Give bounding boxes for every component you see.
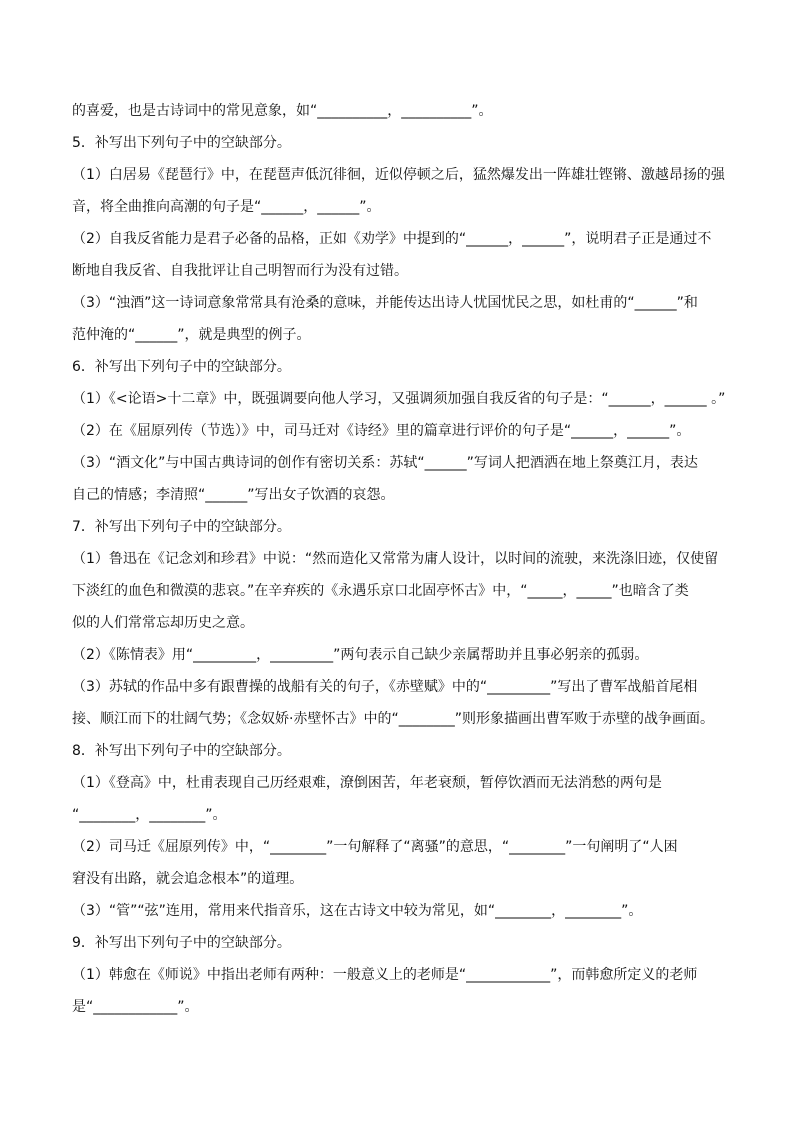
question-5-heading: 5．补写出下列句子中的空缺部分。: [72, 135, 291, 151]
question-9-heading: 9．补写出下列句子中的空缺部分。: [72, 935, 291, 951]
q8-item-1-line-2: “________，________”。: [72, 807, 227, 823]
q7-item-2: （2）《陈情表》用“_________，_________”两句表示自己缺少亲属帮助并且事必躬亲的孤弱。: [72, 647, 649, 663]
question-6-heading: 6．补写出下列句子中的空缺部分。: [72, 359, 291, 375]
q5-item-2-line-1: （2）自我反省能力是君子必备的品格，正如《劝学》中提到的“______，______”，说明君子正是通过不: [72, 231, 712, 247]
question-8-heading: 8．补写出下列句子中的空缺部分。: [72, 743, 291, 759]
q8-item-2-line-1: （2）司马迁《屈原列传》中，“________”一句解释了“离骚”的意思，“________”一句阐明了“人困: [72, 839, 678, 855]
q6-item-1: （1）《<论语>十二章》中，既强调要向他人学习，又强调须加强自我反省的句子是：“______，______ 。”: [72, 391, 726, 407]
q9-item-1-line-1: （1）韩愈在《师说》中指出老师有两种：一般意义上的老师是“____________”，而韩愈所定义的老师: [72, 967, 698, 983]
q8-item-3: （3）“管”“弦”连用，常用来代指音乐，这在古诗文中较为常见，如“________，________”。: [72, 903, 643, 919]
question-7-heading: 7．补写出下列句子中的空缺部分。: [72, 519, 291, 535]
q7-item-1-line-3: 似的人们常常忘却历史之意。: [72, 615, 254, 631]
q8-item-1-line-1: （1）《登高》中，杜甫表现自己历经艰难，潦倒困苦，年老衰颓，暂停饮酒而无法消愁的两句是: [72, 775, 662, 791]
q6-item-2: （2）在《屈原列传（节选）》中，司马迁对《诗经》里的篇章进行评价的句子是“______，______”。: [72, 423, 691, 439]
q9-item-1-line-2: 是“____________”。: [72, 999, 199, 1015]
q5-item-1-line-2: 音，将全曲推向高潮的句子是“______，______”。: [72, 199, 381, 215]
q6-item-3-line-1: （3）“酒文化”与中国古典诗词的创作有密切关系：苏轼“______”写词人把酒洒在地上祭奠江月，表达: [72, 455, 698, 471]
q5-item-3-line-1: （3）“浊酒”这一诗词意象常常具有沧桑的意味，并能传达出诗人忧国忧民之思，如杜甫的“______”和: [72, 295, 698, 311]
q7-item-1-line-2: 下淡红的血色和微漠的悲哀。”在辛弃疾的《永遇乐京口北固亭怀古》中，“_____，_____”也暗含了类: [72, 583, 689, 599]
q5-item-3-line-2: 范仲淹的“______”，就是典型的例子。: [72, 327, 311, 343]
q6-item-3-line-2: 自己的情感；李清照“______”写出女子饮酒的哀怨。: [72, 487, 395, 503]
q7-item-3-line-1: （3）苏轼的作品中多有跟曹操的战船有关的句子，《赤壁赋》中的“_________”写出了曹军战船首尾相: [72, 679, 698, 695]
q8-item-2-line-2: 窘没有出路，就会追念根本”的道理。: [72, 871, 304, 887]
text-line-continuation: 的喜爱，也是古诗词中的常见意象，如“__________，__________”。: [72, 103, 493, 119]
q7-item-3-line-2: 接、顺江而下的壮阔气势；《念奴娇·赤壁怀古》中的“________”则形象描画出曹军败于赤壁的战争画面。: [72, 711, 714, 727]
q5-item-1-line-1: （1）白居易《琵琶行》中，在琵琶声低沉徘徊，近似停顿之后，猛然爆发出一阵雄壮铿锵、激越昂扬的强: [72, 167, 725, 183]
q7-item-1-line-1: （1）鲁迅在《记念刘和珍君》中说：“然而造化又常常为庸人设计，以时间的流驶，来洗涤旧迹，仅使留: [72, 551, 719, 567]
q5-item-2-line-2: 断地自我反省、自我批评让自己明智而行为没有过错。: [72, 263, 408, 279]
